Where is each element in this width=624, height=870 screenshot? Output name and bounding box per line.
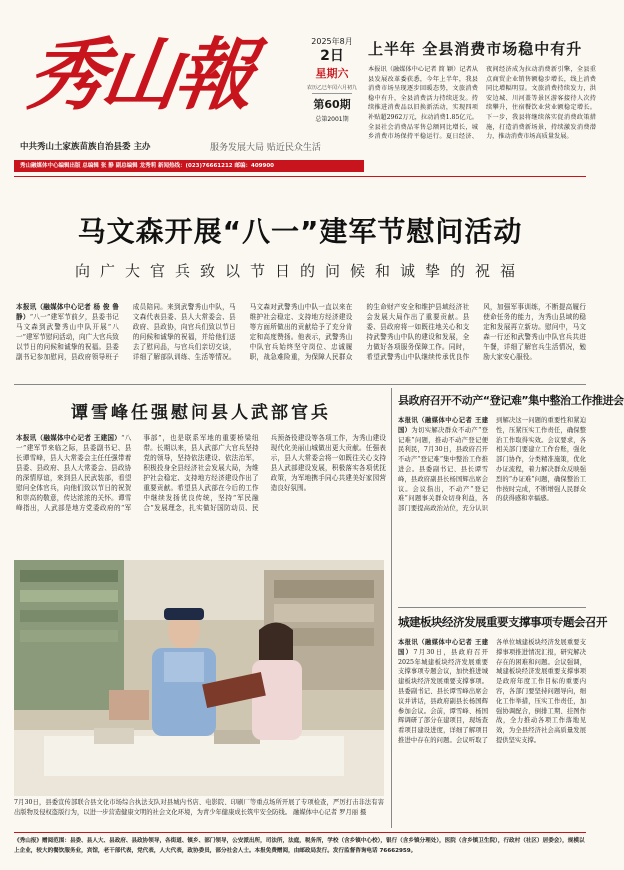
motto: 服务发展大局 贴近民众生活 (210, 143, 321, 153)
issue-number: 第60期 (313, 98, 351, 111)
issue-info (304, 36, 360, 128)
right-story-registration-text: 为切实解决群众不动产“登记难”问题，推动不动产登记便民利民，7月30日，县政府召开不动产“登记难”集中整治工作推进会。县委副书记、县长谭雪峰，县政府副县长杨国辉出席会议。会议指出，不动产“登记难”问题事关群众切身利益，各部门要提高政治站位，充分认识到解决这一问题的重要性和紧迫性，压紧压实工作责任，确保整治工作取得实效。会议要求，各相关部门要建立工作台账，强化部门协作，分类精准施策，优化办证流程，着力解决群众反映强烈的“办证难”问题，确保整治工作按时完成，不断增强人民群众的获得感和幸福感。 (398, 417, 586, 513)
left-story-title: 谭雪峰任强慰问县人武部官兵 (71, 403, 331, 423)
lead-story-text: “八一”建军节前夕，县委书记马文森到武警秀山中队开展“八一”建军节慰问活动，向广大官兵致以节日的问候和诚挚的祝福。县委副书记参加慰问，县政府领导班子成员陪同。来到武警秀山中队，马文森代表县委、县人大常委会、县政府、县政协，向官兵们致以节日的问候和诚挚的祝福，并给他们送去了慰问品，与官兵们亲切交谈，详细了解部队训练、生活等情况。马文森对武警秀山中队一直以来在维护社会稳定、支持地方经济建设等方面所做出的贡献给予了充分肯定和高度赞扬。他表示，武警秀山中队官兵始终坚守岗位、忠诚履职，战急难险重，为保障人民群众的生命财产安全和维护县域经济社会发展大局作出了重要贡献。县委、县政府将一如既往地关心和支持武警秀山中队的建设和发展，全力做好各项服务保障工作。同时，希望武警秀山中队继续传承优良作风，加强军事训练，不断提高履行使命任务的能力，为秀山县域的稳定和发展再立新功。慰问中，马文森一行还和武警秀山中队官兵共进午餐，详细了解官兵生活情况，勉励大家安心服役。 (16, 303, 586, 361)
top-story (368, 38, 596, 142)
logo-text: 秀山報 (21, 30, 257, 121)
top-story-title: 上半年 全县消费市场稳中有升 (368, 40, 583, 58)
right-story-urban-construction (398, 614, 607, 834)
news-photo (14, 560, 384, 796)
right-story-registration-title: 县政府召开不动产“登记难”集中整治工作推进会 (398, 394, 624, 407)
publisher-line: 中共秀山土家族苗族自治县委 主办 (20, 142, 151, 152)
newspaper-logo (21, 22, 300, 130)
distribution-footer: 《秀山报》赠阅范围：县委、县人大、县政府、县政协领导，各街道、镇乡、部门领导，公安派出所，司法所，法庭，税务所，学校（含乡镇中心校），银行（含乡镇分理处），医院（含乡镇卫生院），行政村（社区）居委会），规模以上企业，较大的餐饮服务业，宾馆，老干部代表，党代表，人大代表，政协委员，部分社会人士。本报免费赠阅，由邮政局发行。发行监督咨询电话 76662959。 (14, 832, 586, 856)
inspection-photo-illustration (14, 560, 384, 796)
top-story-body: 本报讯（融媒体中心记者 简 颖）记者从县发展改革委获悉，今年上半年，我县消费市场呈现逐步回暖态势，文旅消费稳中有升，全县消费活力持续迸发。持续推进消费品以旧换新活动，实现四项补贴超2962万元，拉动消费1.85亿元。全县社会消费品零售总额同比增长，城乡消费市场保持平稳运行。夏日经济、夜间经济成为拉动消费新引擎，全县重点商贸企业销售额稳步增长，线上消费同比增幅明显。文旅消费持续发力，洪安边城、川河盖等景区游客接待人次持续攀升，住宿餐饮业营业额稳定增长。下一步，我县将继续落实促消费政策措施，打造消费新场景，持续激发消费潜力，推动消费市场高质量发展。 (368, 66, 596, 141)
lead-story-source: 本报讯（融媒体中心记者 杨 俊 鲁 静） (16, 303, 119, 321)
column-divider (391, 388, 392, 828)
left-story (16, 390, 386, 569)
issue-lunar-date: 农历乙巳年闰六月初九 (306, 85, 357, 91)
issue-date-day: 2日 (320, 48, 344, 64)
left-story-text: “八一”建军节来临之际，县委副书记、县长谭雪峰，县人大常委会主任任强带着县委、县政府、县人大常委会、县政协的深情厚谊，来到县人民武装部，看望慰问全体官兵，向他们致以节日的祝贺和崇高的敬意，传达浓浓的关怀。谭雪峰指出，人武部是地方党委政府的“军事部”，也是联系军地的重要桥梁纽带。长期以来，县人武部广大官兵坚持党的领导，坚持依法建设、依法治军，积极投身全县经济社会发展大局，为维护社会稳定、支持地方经济建设作出了重要贡献。希望县人武部在今后的工作中继续发扬优良传统，坚持“军民融合”发展理念，扎实做好国防动员、民兵预备役建设等各项工作，为秀山建设现代化美丽山城做出更大贡献。任强表示，县人大常委会将一如既往关心支持县人武部建设发展，积极落实各项优抚政策，为军地携手同心共建美好家园营造良好氛围。 (16, 434, 386, 512)
issue-total: 总第2001期 (315, 116, 349, 123)
right-story-urban-construction-source: 本报讯（融媒体中心记者 王建国） (398, 639, 488, 656)
masthead (0, 0, 600, 160)
right-story-urban-construction-body (398, 638, 586, 834)
right-story-registration-source: 本报讯（融媒体中心记者 王建国） (398, 417, 488, 434)
right-column-rule (398, 607, 586, 608)
left-story-source: 本报讯（融媒体中心记者 王建国） (16, 434, 122, 442)
lead-story-body (16, 302, 586, 382)
issue-date-year: 2025年8月 (311, 37, 353, 46)
right-story-urban-construction-text: 7月30日，县政府召开2025年城建板块经济发展重要支撑事项专题会议，加快推进城建板块经济发展重要支撑事项。县委副书记、县长谭雪峰出席会议并讲话，县政府副县长杨国辉参加会议。会前，谭雪峰、杨国辉调研了部分在建项目，现场查看项目建设进度，详细了解项目推进中存在的问题。会议听取了各单位城建板块经济发展重要支撑事项推进情况汇报，研究解决存在的困难和问题。会议强调，城建板块经济发展重要支撑事项是政府年度工作目标的重要内容，各部门要坚持问题导向，细化工作举措，压实工作责任，加强协调配合，倒排工期、挂图作战，全力推动各项工作落地见效，为全县经济社会高质量发展提供坚实支撑。 (398, 639, 586, 744)
section-rule (14, 384, 586, 385)
masthead-rule (14, 176, 586, 177)
right-story-registration-body (398, 416, 586, 612)
issue-weekday: 星期六 (315, 67, 349, 80)
left-story-body (16, 433, 386, 569)
lead-headline-title: 马文森开展“八一”建军节慰问活动 (77, 215, 523, 248)
publisher-tagline (20, 140, 360, 152)
photo-caption: 7月30日，县委宣传部联合县文化市场综合执法支队对县城内书店、电影院、印刷厂等重点场所开展了专项检查，严厉打击非法有害出版物及侵权盗版行为，以进一步营造健康文明的社会文化环境，为青少年健康成长筑牢安全防线。 融媒体中心记者 罗月丽 摄 (14, 799, 384, 816)
right-story-urban-construction-title: 城建板块经济发展重要支撑事项专题会召开 (398, 615, 607, 629)
lead-headline-subtitle: 向广大官兵致以节日的问候和诚挚的祝福 (74, 262, 525, 280)
right-story-registration (398, 392, 624, 612)
lead-headline (0, 210, 600, 281)
editorial-info-bar: 秀山融媒体中心编辑出版 总编辑 张 静 副总编辑 龙秀莉 新闻热线：(023)76661212 邮编：409900 (14, 160, 364, 172)
issue-divider (312, 93, 352, 94)
